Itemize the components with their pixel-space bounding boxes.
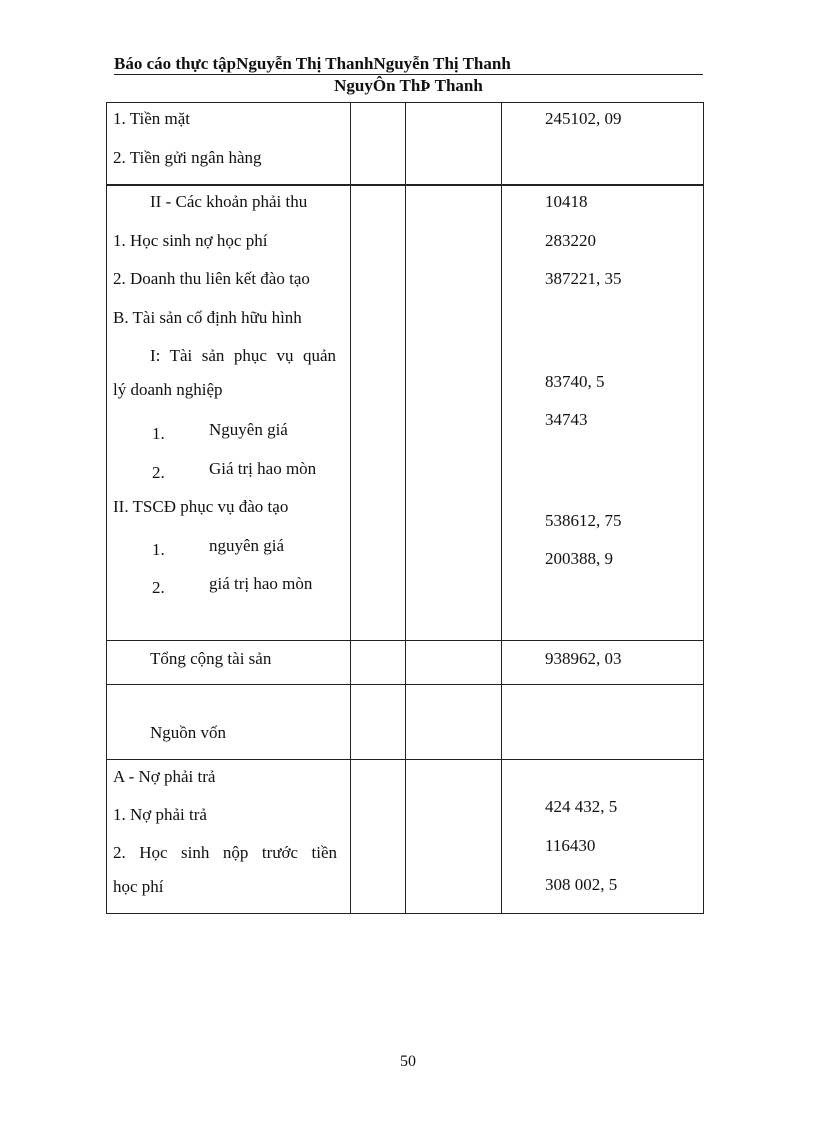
label-hs-nop-truoc-line1: 2. Học sinh nộp trước tiền xyxy=(113,843,337,862)
column-divider xyxy=(350,103,351,913)
label-gia-tri-hm-2: giá trị hao mòn xyxy=(209,574,313,593)
label-tien-mat: 1. Tiền mặt xyxy=(113,109,190,128)
label-gia-tri-hm-1: Giá trị hao mòn xyxy=(209,459,317,478)
label-hs-nop-truoc-line2: học phí xyxy=(113,877,164,896)
value-ts-phuc-vu: 83740, 5 xyxy=(545,372,605,391)
value-hs-nop-truoc-1: 116430 xyxy=(545,836,596,855)
column-divider xyxy=(405,103,406,913)
page-number: 50 xyxy=(400,1053,416,1070)
label-tscd-dao-tao: II. TSCĐ phục vụ đào tạo xyxy=(113,497,289,516)
value-no-phai-tra-1: 424 432, 5 xyxy=(545,797,618,816)
label-nguyen-gia-1: Nguyên giá xyxy=(209,420,288,439)
label-ts-phuc-vu-line2: lý doanh nghiệp xyxy=(113,380,223,399)
page-header xyxy=(114,54,703,96)
num-gia-tri-hm-2: 2. xyxy=(152,578,165,597)
value-tscd-dao-tao: 538612, 75 xyxy=(545,511,622,530)
label-nguyen-gia-2: nguyên giá xyxy=(209,536,285,555)
label-no-phai-tra-1: 1. Nợ phải trả xyxy=(113,805,207,824)
row-divider xyxy=(107,759,703,760)
row-divider xyxy=(107,640,703,641)
row-divider xyxy=(107,684,703,685)
num-gia-tri-hm-1: 2. xyxy=(152,463,165,482)
value-khoan-phai-thu: 10418 xyxy=(545,192,588,211)
num-nguyen-gia-2: 1. xyxy=(152,540,165,559)
label-nguon-von: Nguồn vốn xyxy=(150,723,227,742)
header-title: Báo cáo thực tậpNguyễn Thị ThanhNguyễn Thị Thanh xyxy=(114,54,703,75)
row-divider xyxy=(107,184,703,186)
balance-table xyxy=(106,102,704,914)
num-nguyen-gia-1: 1. xyxy=(152,424,165,443)
column-divider xyxy=(501,103,502,913)
label-doanh-thu: 2. Doanh thu liên kết đào tạo xyxy=(113,269,310,288)
value-tien-mat: 245102, 09 xyxy=(545,109,622,128)
value-doanh-thu: 387221, 35 xyxy=(545,269,622,288)
label-tien-gui: 2. Tiền gửi ngân hàng xyxy=(113,148,262,167)
value-nguyen-gia-1: 34743 xyxy=(545,410,588,429)
value-hs-nop-truoc-2: 308 002, 5 xyxy=(545,875,618,894)
value-nguyen-gia-2: 200388, 9 xyxy=(545,549,613,568)
label-tong-cong: Tổng cộng tài sản xyxy=(150,649,272,668)
label-tscd-huu-hinh: B. Tài sản cố định hữu hình xyxy=(113,308,302,327)
value-hs-no-hoc-phi: 283220 xyxy=(545,231,596,250)
label-no-phai-tra-a: A - Nợ phải trả xyxy=(113,767,216,786)
value-tong-cong: 938962, 03 xyxy=(545,649,622,668)
label-ts-phuc-vu-line1: I: Tài sản phục vụ quản xyxy=(150,346,336,365)
header-author: NguyÔn ThÞ Thanh xyxy=(334,76,483,95)
label-khoan-phai-thu: II - Các khoản phải thu xyxy=(150,192,308,211)
label-hs-no-hoc-phi: 1. Học sinh nợ học phí xyxy=(113,231,268,250)
